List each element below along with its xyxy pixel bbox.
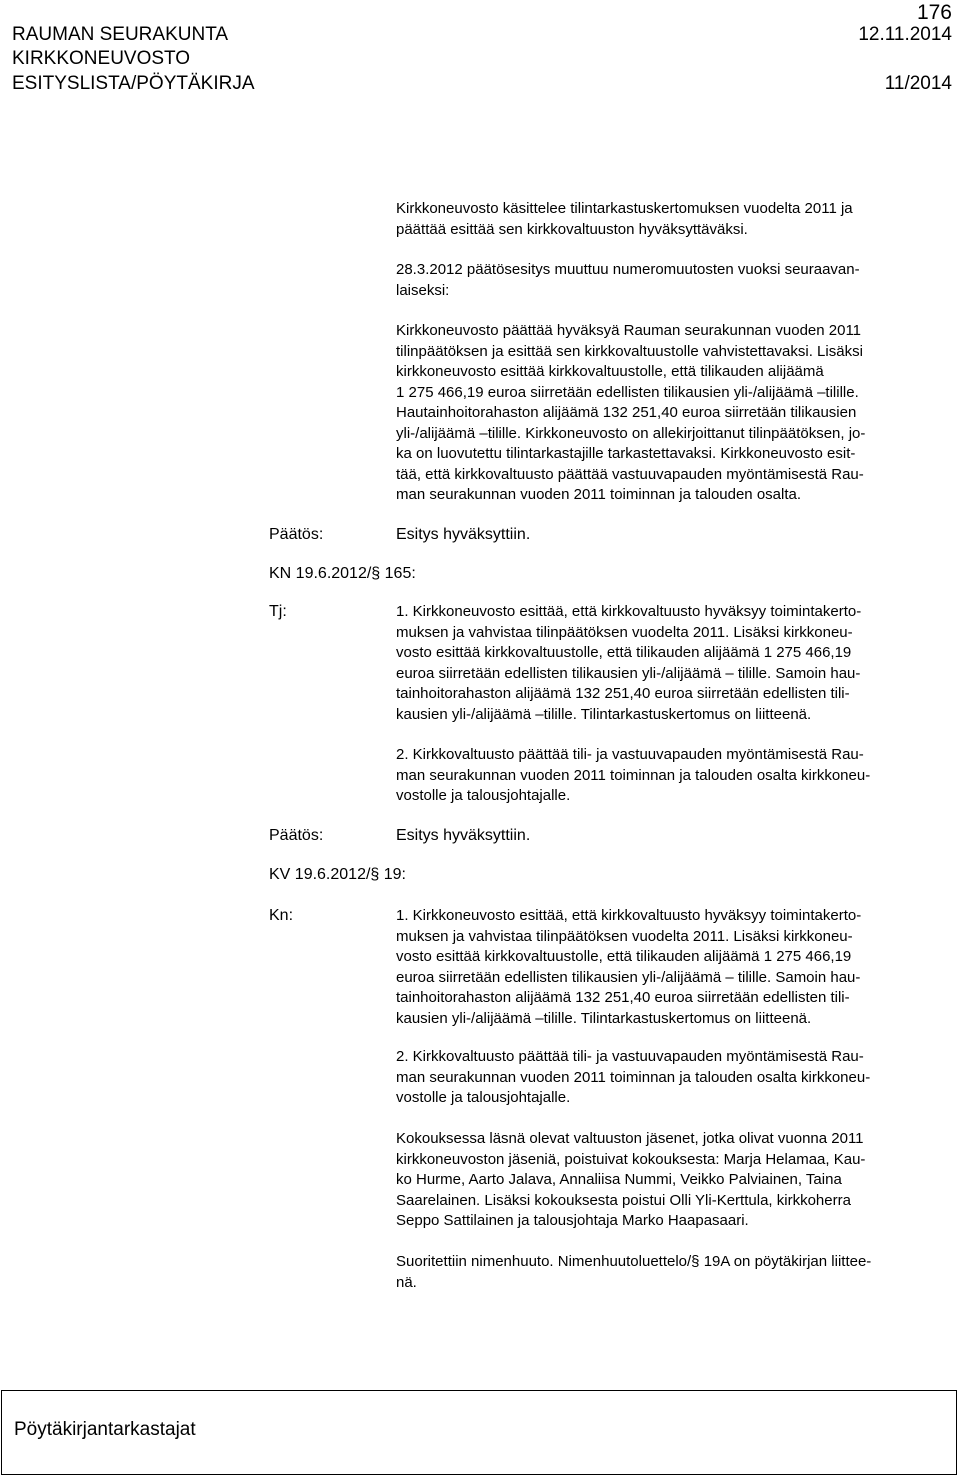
text-line: euroa siirretään edellisten tilikausien yli-/alijäämä – tilille. Samoin hau- xyxy=(396,968,861,986)
text-line: tilinpäätöksen ja esittää sen kirkkovaltuustolle vahvistettavaksi. Lisäksi xyxy=(396,342,863,360)
kv-presenter-label: Kn: xyxy=(269,907,294,924)
text-line: 2. Kirkkovaltuusto päättää tili- ja vastuuvapauden myöntämisestä Rau- xyxy=(396,1048,864,1065)
kn-presenter-label: Tj: xyxy=(269,603,287,620)
header-doc-type: ESITYSLISTA/PÖYTÄKIRJA xyxy=(12,73,255,94)
text-line: muksen ja vahvistaa tilinpäätöksen vuodelta 2011. Lisäksi kirkkoneu- xyxy=(396,623,853,641)
kv-item-2 xyxy=(396,1047,944,1109)
text-line: kausien yli-/alijäämä –tilille. Tilintarkastuskertomus on liitteenä. xyxy=(396,705,812,723)
header-meeting-no: 11/2014 xyxy=(884,73,952,94)
text-line: kausien yli-/alijäämä –tilille. Tilintarkastuskertomus on liitteenä. xyxy=(396,1009,812,1027)
decision-label: Päätös: xyxy=(269,526,324,543)
text-line: euroa siirretään edellisten tilikausien yli-/alijäämä – tilille. Samoin hau- xyxy=(396,664,861,682)
text-line: päättää esittää sen kirkkovaltuuston hyväksyttäväksi. xyxy=(396,220,748,238)
text-line: Kirkkoneuvosto käsittelee tilintarkastuskertomuksen vuodelta 2011 ja xyxy=(396,200,853,217)
page-number: 176 xyxy=(916,1,952,24)
header-org: RAUMAN SEURAKUNTA xyxy=(12,24,229,45)
text-line: 1. Kirkkoneuvosto esittää, että kirkkovaltuusto hyväksyy toimintakerto- xyxy=(396,907,862,924)
header-body: KIRKKONEUVOSTO xyxy=(12,48,191,69)
text-line: tainhoitorahaston alijäämä 132 251,40 euroa siirretään edellisten tili- xyxy=(396,989,850,1006)
text-line: vosto esittää kirkkovaltuustolle, että tilikauden alijäämä 1 275 466,19 xyxy=(396,644,852,661)
kn-decision-label: Päätös: xyxy=(269,827,324,844)
text-line: 1 275 466,19 euroa siirretään edellisten tilikausien yli-/alijäämä –tilille. xyxy=(396,383,859,401)
text-line: man seurakunnan vuoden 2011 toiminnan ja talouden osalta kirkkoneu- xyxy=(396,1068,871,1086)
kn-decision-text: Esitys hyväksyttiin. xyxy=(396,827,531,844)
text-line: man seurakunnan vuoden 2011 toiminnan ja talouden osalta. xyxy=(396,486,802,503)
text-line: vosto esittää kirkkovaltuustolle, että tilikauden alijäämä 1 275 466,19 xyxy=(396,948,852,965)
text-line: laiseksi: xyxy=(396,281,450,299)
text-line: muksen ja vahvistaa tilinpäätöksen vuodelta 2011. Lisäksi kirkkoneu- xyxy=(396,927,853,945)
text-line: Saarelainen. Lisäksi kokouksesta poistui Olli Yli-Kerttula, kirkkoherra xyxy=(396,1191,851,1209)
text-line: ka on luovutettu tilintarkastajille tarkastettavaksi. Kirkkoneuvosto esit- xyxy=(396,445,856,462)
text-line: nä. xyxy=(396,1273,417,1291)
text-line: ko Hurme, Aarto Jalava, Annaliisa Nummi, Veikko Palviainen, Taina xyxy=(396,1171,842,1188)
minutes-checkers-box xyxy=(1,1390,957,1475)
text-line: vostolle ja talousjohtajalle. xyxy=(396,787,571,804)
text-line: 28.3.2012 päätösesitys muuttuu numeromuutosten vuoksi seuraavan- xyxy=(396,261,860,278)
kv-rollcall-paragraph xyxy=(396,1252,944,1293)
text-line: 2. Kirkkovaltuusto päättää tili- ja vastuuvapauden myöntämisestä Rau- xyxy=(396,746,864,763)
text-line: 1. Kirkkoneuvosto esittää, että kirkkovaltuusto hyväksyy toimintakerto- xyxy=(396,603,862,620)
decision-text: Esitys hyväksyttiin. xyxy=(396,526,531,543)
text-line: Suoritettiin nimenhuuto. Nimenhuutoluettelo/§ 19A on pöytäkirjan liittee- xyxy=(396,1253,872,1270)
kv-absent-paragraph xyxy=(396,1129,944,1232)
text-line: vostolle ja talousjohtajalle. xyxy=(396,1089,571,1106)
text-line: kirkkoneuvoston jäseniä, poistuivat kokouksesta: Marja Helamaa, Kau- xyxy=(396,1150,866,1168)
minutes-checkers-label: Pöytäkirjantarkastajat xyxy=(14,1419,196,1440)
kv-item-1 xyxy=(396,906,944,1029)
text-line: man seurakunnan vuoden 2011 toiminnan ja talouden osalta kirkkoneu- xyxy=(396,766,871,784)
text-line: tainhoitorahaston alijäämä 132 251,40 euroa siirretään edellisten tili- xyxy=(396,685,850,702)
kn-item-2 xyxy=(396,745,944,807)
intro-paragraph-1 xyxy=(396,199,944,240)
intro-paragraph-2 xyxy=(396,260,944,301)
text-line: tää, että kirkkovaltuusto päättää vastuuvapauden myöntämisestä Rau- xyxy=(396,465,864,483)
text-line: yli-/alijäämä –tilille. Kirkkoneuvosto on allekirjoittanut tilinpäätöksen, jo- xyxy=(396,424,866,442)
text-line: Kokouksessa läsnä olevat valtuuston jäsenet, jotka olivat vuonna 2011 xyxy=(396,1130,864,1147)
header-date: 12.11.2014 xyxy=(858,24,952,45)
text-line: Kirkkoneuvosto päättää hyväksyä Rauman seurakunnan vuoden 2011 xyxy=(396,322,862,339)
text-line: Hautainhoitorahaston alijäämä 132 251,40 euroa siirretään tilikausien xyxy=(396,404,857,421)
kv-reference: KV 19.6.2012/§ 19: xyxy=(269,866,406,883)
text-line: Seppo Sattilainen ja talousjohtaja Marko Haapasaari. xyxy=(396,1212,749,1229)
text-line: kirkkoneuvosto esittää kirkkovaltuustolle, että tilikauden alijäämä xyxy=(396,363,824,380)
intro-paragraph-3 xyxy=(396,321,944,506)
kn-item-1 xyxy=(396,602,944,725)
kn-reference: KN 19.6.2012/§ 165: xyxy=(269,565,416,582)
